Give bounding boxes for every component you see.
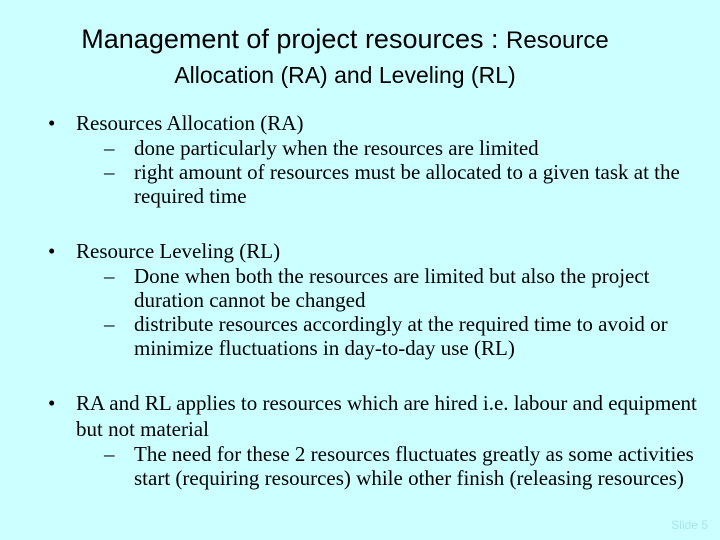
sub-text: done particularly when the resources are limited [134,136,539,160]
sub-text: The need for these 2 resources fluctuates greatly as some activities start (requiring resources) while other finish (releasing resources) [134,442,694,490]
sub-dash: – [104,442,115,466]
sub-dash: – [104,312,115,336]
sub-item [76,264,708,312]
title-tail: Resource [506,27,609,54]
title-main: Management of project resources : [81,24,506,54]
bullet-item [48,390,708,490]
bullet-dot: • [48,111,56,135]
title-line-2: Allocation (RA) and Leveling (RL) [174,62,516,88]
bullet-item [48,238,708,360]
sub-dash: – [104,160,115,184]
sub-dash: – [104,136,115,160]
sub-text: distribute resources accordingly at the required time to avoid or minimize fluctuations in day-to-day use (RL) [134,312,668,360]
bullet-text: Resource Leveling (RL) [76,239,281,263]
slide-number: Slide 5 [671,518,708,532]
bullet-item [48,110,708,208]
slide-title [0,22,690,92]
bullet-text: RA and RL applies to resources which are hired i.e. labour and equipment but not material [76,391,697,441]
sub-text: right amount of resources must be allocated to a given task at the required time [134,160,680,208]
bullet-dot: • [48,239,56,263]
bullet-dot: • [48,391,56,415]
sub-item [76,442,708,490]
title-line-1 [0,22,690,58]
sub-text: Done when both the resources are limited but also the project duration cannot be changed [134,264,650,312]
sub-item [76,160,708,208]
slide-body [48,110,708,490]
sub-dash: – [104,264,115,288]
sub-item [76,136,708,160]
sub-item [76,312,708,360]
bullet-text: Resources Allocation (RA) [76,111,304,135]
